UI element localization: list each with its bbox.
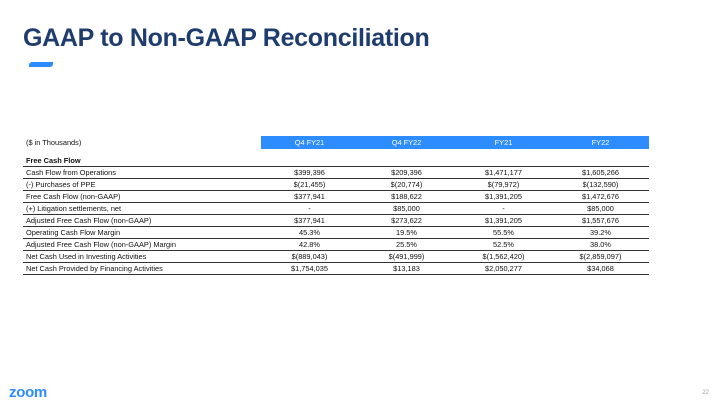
row-value: 38.0% — [552, 239, 649, 251]
row-value: $(2,859,097) — [552, 251, 649, 263]
page-title: GAAP to Non-GAAP Reconciliation — [23, 24, 430, 52]
row-value: $(491,999) — [358, 251, 455, 263]
row-value: 42.8% — [261, 239, 358, 251]
row-value: $(20,774) — [358, 179, 455, 191]
table-row — [23, 215, 649, 227]
section-title: Free Cash Flow — [26, 155, 81, 165]
table-row — [23, 239, 649, 251]
column-header-fy22: FY22 — [552, 136, 649, 149]
row-value: $1,754,035 — [261, 263, 358, 275]
table-row — [23, 251, 649, 263]
row-value: 19.5% — [358, 227, 455, 239]
reconciliation-table — [23, 136, 649, 275]
row-value: $(79,972) — [455, 179, 552, 191]
row-value: 39.2% — [552, 227, 649, 239]
row-value: $377,941 — [261, 191, 358, 203]
row-value: $399,396 — [261, 167, 358, 179]
row-value: $188,622 — [358, 191, 455, 203]
zoom-logo: zoom — [9, 384, 47, 401]
row-value: $1,472,676 — [552, 191, 649, 203]
title-accent-bar — [29, 62, 53, 67]
row-value: $1,391,205 — [455, 191, 552, 203]
row-label: Operating Cash Flow Margin — [23, 227, 261, 239]
row-value: $(889,043) — [261, 251, 358, 263]
column-header-fy21: FY21 — [455, 136, 552, 149]
row-value: $13,183 — [358, 263, 455, 275]
row-value: - — [455, 203, 552, 215]
table-row — [23, 167, 649, 179]
row-value: $(132,590) — [552, 179, 649, 191]
section-header-row — [23, 154, 649, 167]
row-value: $(21,455) — [261, 179, 358, 191]
row-value: $34,068 — [552, 263, 649, 275]
table-row — [23, 179, 649, 191]
row-value: $(1,562,420) — [455, 251, 552, 263]
row-label: Adjusted Free Cash Flow (non-GAAP) — [23, 215, 261, 227]
row-value: 25.5% — [358, 239, 455, 251]
row-value: 45.3% — [261, 227, 358, 239]
row-value: $377,941 — [261, 215, 358, 227]
row-label: Net Cash Used in Investing Activities — [23, 251, 261, 263]
table-row — [23, 227, 649, 239]
table-row — [23, 263, 649, 275]
row-label: (-) Purchases of PPE — [23, 179, 261, 191]
row-label: Adjusted Free Cash Flow (non-GAAP) Margin — [23, 239, 261, 251]
row-value: $1,605,266 — [552, 167, 649, 179]
row-value: $1,391,205 — [455, 215, 552, 227]
page-number: 22 — [702, 390, 709, 396]
table-header-row — [23, 136, 649, 149]
row-value: $85,000 — [552, 203, 649, 215]
row-value: $273,622 — [358, 215, 455, 227]
unit-label: ($ in Thousands) — [23, 136, 261, 149]
column-header-q4fy22: Q4 FY22 — [358, 136, 455, 149]
row-value: 55.5% — [455, 227, 552, 239]
row-label: Net Cash Provided by Financing Activities — [23, 263, 261, 275]
row-value: $85,000 — [358, 203, 455, 215]
row-label: Free Cash Flow (non-GAAP) — [23, 191, 261, 203]
table-row — [23, 191, 649, 203]
row-label: (+) Litigation settlements, net — [23, 203, 261, 215]
table-row — [23, 203, 649, 215]
row-value: $2,050,277 — [455, 263, 552, 275]
row-value: - — [261, 203, 358, 215]
row-value: $209,396 — [358, 167, 455, 179]
row-value: $1,471,177 — [455, 167, 552, 179]
row-value: 52.5% — [455, 239, 552, 251]
row-value: $1,557,676 — [552, 215, 649, 227]
row-label: Cash Flow from Operations — [23, 167, 261, 179]
column-header-q4fy21: Q4 FY21 — [261, 136, 358, 149]
